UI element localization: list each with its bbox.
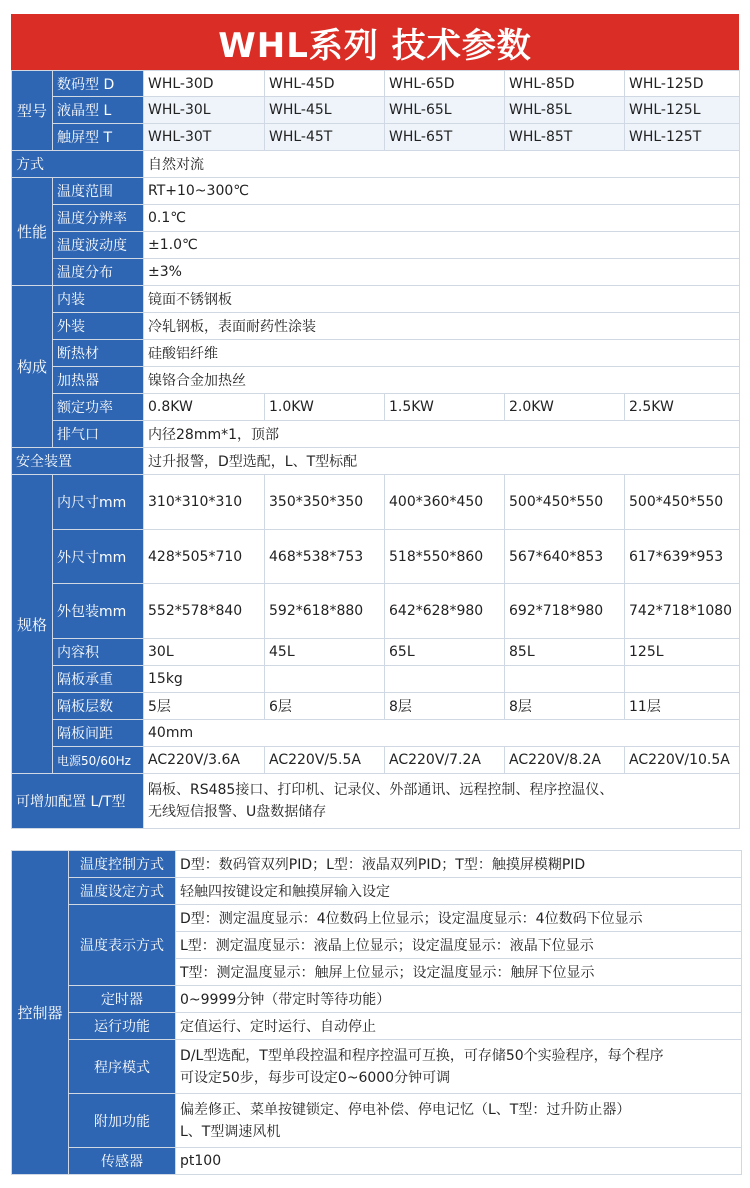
- table-row: [12, 205, 740, 232]
- row-label: 隔板间距: [53, 720, 144, 747]
- row-label: 温度分辨率: [53, 205, 144, 232]
- cell: 125L: [625, 639, 740, 666]
- row-label: 内装: [53, 286, 144, 313]
- row-label: 隔板承重: [53, 666, 144, 693]
- cell: 镍铬合金加热丝: [144, 367, 740, 394]
- cell: 617*639*953: [625, 530, 740, 584]
- cell: [385, 666, 505, 693]
- cell: 65L: [385, 639, 505, 666]
- table-row: [12, 232, 740, 259]
- cell: 过升报警，D型选配，L、T型标配: [144, 448, 740, 475]
- cell: WHL-30D: [144, 71, 265, 97]
- table-row: [12, 340, 740, 367]
- cell: RT+10~300℃: [144, 178, 740, 205]
- controller-table: [11, 850, 742, 1175]
- row-label: 触屏型 T: [53, 124, 144, 151]
- cell: 85L: [505, 639, 625, 666]
- cell: pt100: [176, 1148, 742, 1175]
- cell: 内径28mm*1，顶部: [144, 421, 740, 448]
- cell: 567*640*853: [505, 530, 625, 584]
- cell: WHL-125L: [625, 97, 740, 124]
- cell: 11层: [625, 693, 740, 720]
- cell: D型：测定温度显示：4位数码上位显示；设定温度显示：4位数码下位显示: [176, 905, 742, 932]
- cell: 0~9999分钟（带定时等待功能）: [176, 986, 742, 1013]
- cell: 2.0KW: [505, 394, 625, 421]
- cell: AC220V/10.5A: [625, 747, 740, 774]
- row-label: 内尺寸mm: [53, 475, 144, 530]
- cell: [505, 666, 625, 693]
- cell: 500*450*550: [505, 475, 625, 530]
- cell: WHL-45L: [265, 97, 385, 124]
- row-label: 程序模式: [69, 1040, 176, 1094]
- cell: 8层: [505, 693, 625, 720]
- cell: 镜面不锈钢板: [144, 286, 740, 313]
- cell: WHL-65D: [385, 71, 505, 97]
- row-label: 外尺寸mm: [53, 530, 144, 584]
- group-model: 型号: [12, 71, 53, 151]
- row-label: 温度波动度: [53, 232, 144, 259]
- cell: WHL-85T: [505, 124, 625, 151]
- program-line: D/L型选配，T型单段控温和程序控温可互换，可存储50个实验程序，每个程序: [180, 1047, 664, 1064]
- row-label: 液晶型 L: [53, 97, 144, 124]
- cell: L型：测定温度显示：液晶上位显示；设定温度显示：液晶下位显示: [176, 932, 742, 959]
- table-row: [12, 421, 740, 448]
- table-row: [12, 448, 740, 475]
- row-label: 附加功能: [69, 1094, 176, 1148]
- row-label: 内容积: [53, 639, 144, 666]
- table-row: [12, 313, 740, 340]
- cell: 硅酸铝纤维: [144, 340, 740, 367]
- cell: 310*310*310: [144, 475, 265, 530]
- cell: WHL-65L: [385, 97, 505, 124]
- cell: 15kg: [144, 666, 265, 693]
- cell: [265, 666, 385, 693]
- cell: 1.0KW: [265, 394, 385, 421]
- table-row: [12, 178, 740, 205]
- cell: 518*550*860: [385, 530, 505, 584]
- cell: 自然对流: [144, 151, 740, 178]
- cell: 40mm: [144, 720, 740, 747]
- cell: D型：数码管双列PID；L型：液晶双列PID；T型：触摸屏模糊PID: [176, 851, 742, 878]
- extra-line: L、T型调速风机: [180, 1123, 281, 1140]
- cell: 552*578*840: [144, 584, 265, 639]
- cell: 500*450*550: [625, 475, 740, 530]
- cell: 642*628*980: [385, 584, 505, 639]
- row-label-options: 可增加配置 L/T型: [12, 774, 144, 829]
- cell: WHL-85D: [505, 71, 625, 97]
- table-row: [12, 71, 740, 97]
- cell: 0.8KW: [144, 394, 265, 421]
- table-row: [12, 124, 740, 151]
- table-row: [12, 1013, 742, 1040]
- cell: 定值运行、定时运行、自动停止: [176, 1013, 742, 1040]
- cell: AC220V/5.5A: [265, 747, 385, 774]
- row-label-method: 方式: [12, 151, 144, 178]
- cell: 592*618*880: [265, 584, 385, 639]
- row-label: 运行功能: [69, 1013, 176, 1040]
- cell: 冷轧钢板，表面耐药性涂装: [144, 313, 740, 340]
- cell: 1.5KW: [385, 394, 505, 421]
- row-label: 温度控制方式: [69, 851, 176, 878]
- row-label: 温度范围: [53, 178, 144, 205]
- group-specs: 规格: [12, 475, 53, 774]
- cell: WHL-85L: [505, 97, 625, 124]
- cell: WHL-45D: [265, 71, 385, 97]
- cell: AC220V/8.2A: [505, 747, 625, 774]
- row-label-safety: 安全装置: [12, 448, 144, 475]
- row-label: 数码型 D: [53, 71, 144, 97]
- cell: WHL-65T: [385, 124, 505, 151]
- cell: 2.5KW: [625, 394, 740, 421]
- cell: 30L: [144, 639, 265, 666]
- table-row: [12, 530, 740, 584]
- table-row: [12, 720, 740, 747]
- cell: [625, 666, 740, 693]
- table-row: [12, 475, 740, 530]
- cell: WHL-30T: [144, 124, 265, 151]
- cell: 400*360*450: [385, 475, 505, 530]
- cell: WHL-125D: [625, 71, 740, 97]
- cell: AC220V/7.2A: [385, 747, 505, 774]
- cell-extra: [176, 1094, 742, 1148]
- options-line: 无线短信报警、U盘数据储存: [148, 804, 327, 820]
- row-label: 额定功率: [53, 394, 144, 421]
- table-row: [12, 286, 740, 313]
- cell-program: [176, 1040, 742, 1094]
- row-label: 定时器: [69, 986, 176, 1013]
- table-row: [12, 151, 740, 178]
- cell: 692*718*980: [505, 584, 625, 639]
- table-row: [12, 367, 740, 394]
- row-label: 排气口: [53, 421, 144, 448]
- cell: 轻触四按键设定和触摸屏输入设定: [176, 878, 742, 905]
- table-row: [12, 1148, 742, 1175]
- cell: 0.1℃: [144, 205, 740, 232]
- row-label: 温度表示方式: [69, 905, 176, 986]
- cell: 350*350*350: [265, 475, 385, 530]
- group-construction: 构成: [12, 286, 53, 448]
- cell-options: [144, 774, 740, 829]
- group-controller: 控制器: [12, 851, 69, 1175]
- table-row: [12, 259, 740, 286]
- table-row: [12, 97, 740, 124]
- program-line: 可设定50步，每步可设定0~6000分钟可调: [180, 1069, 451, 1086]
- table-row: [12, 666, 740, 693]
- table-row: [12, 1094, 742, 1148]
- cell: 5层: [144, 693, 265, 720]
- cell: 468*538*753: [265, 530, 385, 584]
- options-line: 隔板、RS485接口、打印机、记录仪、外部通讯、远程控制、程序控温仪、: [148, 782, 614, 798]
- row-label: 外包装mm: [53, 584, 144, 639]
- table-row: [12, 584, 740, 639]
- cell: WHL-45T: [265, 124, 385, 151]
- cell: T型：测定温度显示：触屏上位显示；设定温度显示：触屏下位显示: [176, 959, 742, 986]
- cell: 428*505*710: [144, 530, 265, 584]
- cell: WHL-30L: [144, 97, 265, 124]
- cell: 8层: [385, 693, 505, 720]
- table-row: [12, 1040, 742, 1094]
- row-label: 温度分布: [53, 259, 144, 286]
- page-title: WHL系列 技术参数: [11, 14, 739, 70]
- cell: 742*718*1080: [625, 584, 740, 639]
- row-label: 断热材: [53, 340, 144, 367]
- cell: ±3%: [144, 259, 740, 286]
- cell: 45L: [265, 639, 385, 666]
- cell: AC220V/3.6A: [144, 747, 265, 774]
- table-row: [12, 878, 742, 905]
- spec-table: [11, 70, 740, 829]
- extra-line: 偏差修正、菜单按键锁定、停电补偿、停电记忆（L、T型：过升防止器）: [180, 1101, 631, 1118]
- table-row: [12, 905, 742, 932]
- table-row: [12, 986, 742, 1013]
- group-performance: 性能: [12, 178, 53, 286]
- row-label: 传感器: [69, 1148, 176, 1175]
- table-row: [12, 693, 740, 720]
- table-row: [12, 851, 742, 878]
- table-row: [12, 774, 740, 829]
- row-label: 加热器: [53, 367, 144, 394]
- row-label: 隔板层数: [53, 693, 144, 720]
- cell: ±1.0℃: [144, 232, 740, 259]
- table-row: [12, 639, 740, 666]
- row-label: 外装: [53, 313, 144, 340]
- cell: WHL-125T: [625, 124, 740, 151]
- row-label: 电源50/60Hz: [53, 747, 144, 774]
- table-row: [12, 747, 740, 774]
- row-label: 温度设定方式: [69, 878, 176, 905]
- table-row: [12, 394, 740, 421]
- cell: 6层: [265, 693, 385, 720]
